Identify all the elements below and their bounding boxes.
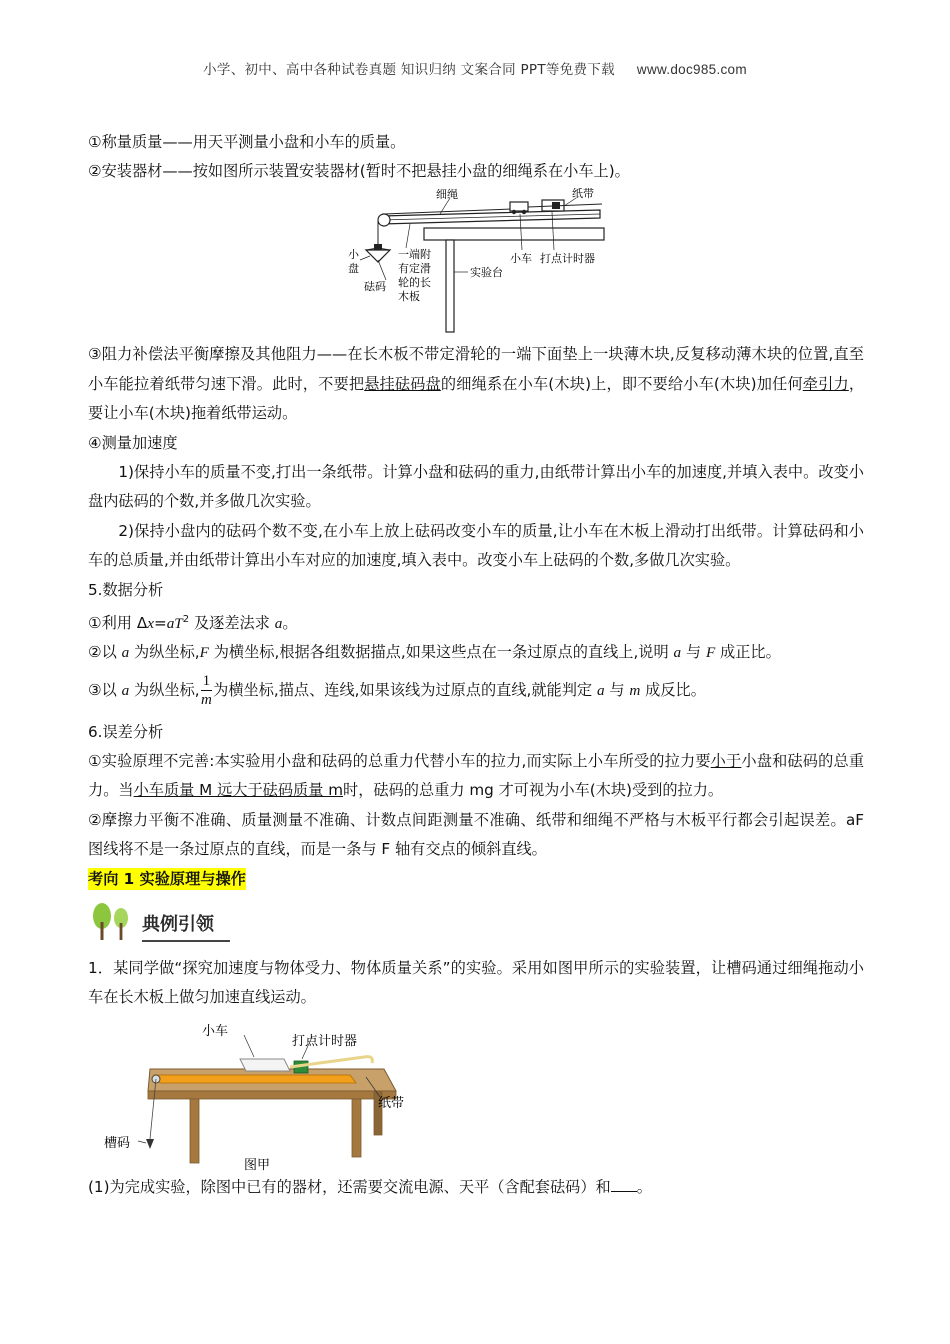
- question-1: 1．某同学做“探究加速度与物体受力、物体质量关系”的实验。采用如图甲所示的实验装置，让槽码通过细绳拖动小车在长木板上做匀加速直线运动。: [88, 958, 864, 1007]
- figure-caption: 图甲: [244, 1157, 271, 1171]
- label-timer: 打点计时器: [292, 1033, 358, 1049]
- label-board-3: 轮的长: [398, 276, 431, 289]
- step-4-1: 1)保持小车的质量不变,打出一条纸带。计算小盘和砝码的重力,由纸带计算出小车的加速度,并填入表中。改变小盘内砝码的个数,并多做几次实验。: [88, 462, 864, 510]
- cart: [510, 202, 528, 211]
- label-cart: 小车: [510, 252, 532, 265]
- section-highlight: 考向 1 实验原理与操作: [88, 869, 246, 888]
- answer-blank[interactable]: [611, 1177, 637, 1192]
- step-1: ①称量质量——用天平测量小盘和小车的质量。: [88, 133, 406, 151]
- table-leg: [190, 1099, 199, 1163]
- fraction-1-over-m: $\frac{1}{m}$: [200, 672, 212, 708]
- section-highlight-line: [88, 865, 864, 894]
- hook-weight: [146, 1139, 154, 1149]
- step-2: ②安装器材——按如图所示装置安装器材(暂时不把悬挂小盘的细绳系在小车上)。: [88, 162, 630, 180]
- analysis-3: ③以 a 为纵坐标, $\frac{1}{m}$ 为横坐标,描点、连线,如果该线为过原点的直线,就能判定 a 与 m 成反比。: [88, 672, 706, 708]
- error-2: ②摩擦力平衡不准确、质量测量不准确、计数点间距测量不准确、纸带和细绳不严格与木板平行都会引起误差。aF 图线将不是一条过原点的直线，而是一条与 F 轴有交点的倾斜直线。: [88, 810, 864, 859]
- main-content: [88, 128, 864, 1202]
- long-board: [154, 1075, 356, 1083]
- table-leg: [352, 1099, 361, 1157]
- label-rope: 细绳: [436, 188, 458, 201]
- page-header: [0, 58, 950, 78]
- label-plate-2: 盘: [348, 262, 359, 275]
- error-title: 6.误差分析: [88, 722, 164, 741]
- figure-jia: [94, 1021, 424, 1171]
- label-cart: 小车: [202, 1023, 229, 1039]
- label-tape: 纸带: [378, 1095, 405, 1111]
- pulley: [378, 214, 390, 226]
- lab-table-leg: [446, 240, 454, 332]
- label-board-2: 有定滑: [398, 262, 431, 275]
- error-1: ①实验原理不完善:本实验用小盘和砝码的总重力代替小车的拉力,而实际上小车所受的拉力要小于小盘和砝码的总重力。当小车质量 M 远大于砝码质量 m时，砝码的总重力 mg 才可视为小车(木块)受到的拉力。: [88, 751, 865, 800]
- label-weights: 砝码: [364, 280, 386, 293]
- question-1-sub-1: (1)为完成实验，除图中已有的器材，还需要交流电源、天平（含配套砝码）和 。: [88, 1177, 652, 1196]
- cart: [240, 1059, 290, 1071]
- analysis-title: 5.数据分析: [88, 580, 164, 599]
- label-timer: 打点计时器: [540, 252, 595, 265]
- tree-icon: [88, 902, 134, 942]
- apparatus-diagram: [340, 188, 610, 336]
- badge-title: 典例引领: [142, 910, 230, 942]
- label-plate-1: 小: [348, 248, 359, 261]
- weights: [374, 244, 382, 250]
- label-table: 实验台: [470, 266, 503, 279]
- header-site: www.doc985.com: [636, 62, 747, 77]
- label-board-4: 木板: [398, 290, 420, 303]
- lab-table-top: [424, 228, 604, 240]
- label-board-1: 一端附: [398, 248, 431, 261]
- step-4: ④测量加速度: [88, 433, 178, 452]
- example-badge: [88, 900, 864, 942]
- header-text: 小学、初中、高中各种试卷真题 知识归纳 文案合同 PPT等免费下载: [203, 62, 615, 78]
- label-tape: 纸带: [572, 188, 594, 200]
- step-3: ③阻力补偿法平衡摩擦及其他阻力——在长木板不带定滑轮的一端下面垫上一块薄木块,反复移动薄木块的位置,直至小车能拉着纸带匀速下滑。此时，不要把悬挂砝码盘的细绳系在小车(木块)上，即不要给小车(木块)加任何牵引力，要让小车(木块)拖着纸带运动。: [88, 345, 865, 422]
- step-4-2: 2)保持小盘内的砝码个数不变,在小车上放上砝码改变小车的质量,让小车在木板上滑动打出纸带。计算砝码和小车的总质量,并由纸带计算出小车对应的加速度,填入表中。改变小车上砝码的个数,多做几次实验。: [88, 521, 864, 569]
- analysis-1: ①利用 $\Delta x=aT^2$ 及逐差法求 a。: [88, 613, 298, 632]
- label-weight: 槽码: [104, 1135, 131, 1151]
- analysis-2: ②以 a 为纵坐标,F 为横坐标,根据各组数据描点,如果这些点在一条过原点的直线上,说明 a 与 F 成正比。: [88, 642, 781, 661]
